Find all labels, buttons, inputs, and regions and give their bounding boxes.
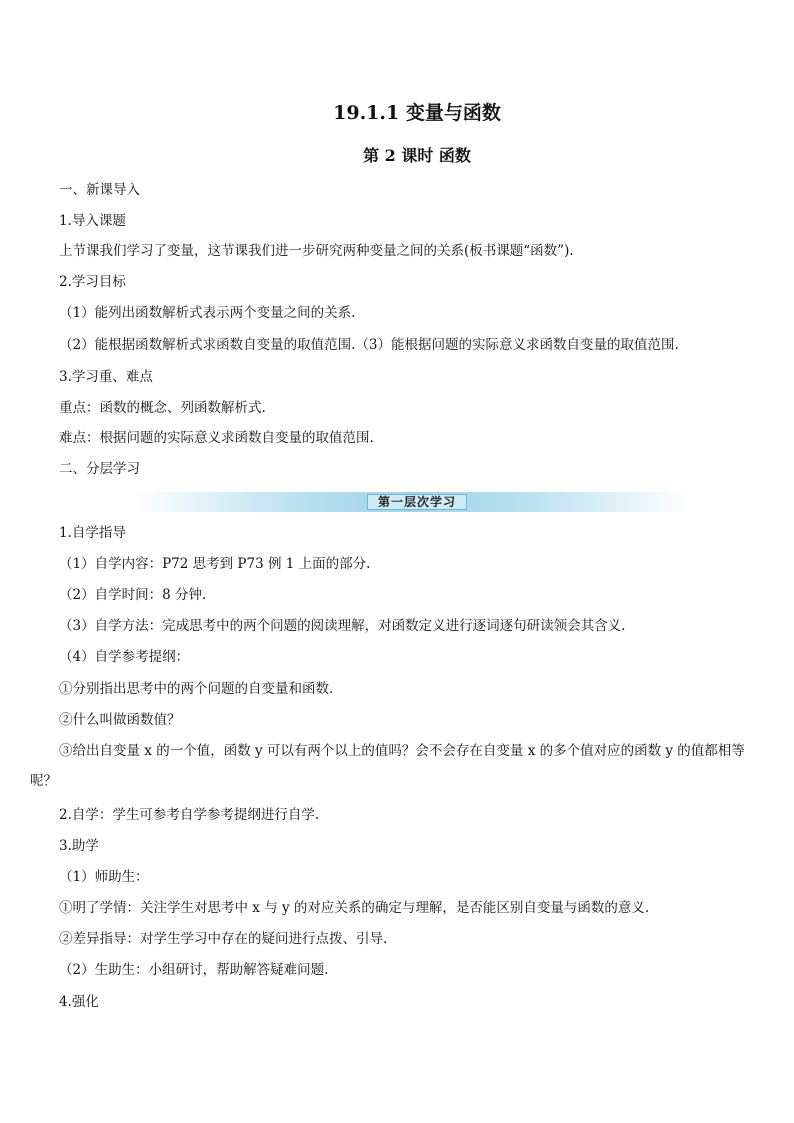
subsection-heading: 3.助学 — [59, 838, 99, 854]
section-heading: 二、分层学习 — [59, 461, 140, 477]
list-item: （2）生助生：小组研讨，帮助解答疑难问题. — [59, 962, 329, 978]
level-banner — [135, 492, 690, 512]
list-item: （3）自学方法：完成思考中的两个问题的阅读理解，对函数定义进行逐词逐句研读领会其含义. — [59, 618, 626, 634]
list-item: ①分别指出思考中的两个问题的自变量和函数. — [59, 681, 334, 697]
list-item: ②什么叫做函数值？ — [59, 712, 181, 728]
document-subtitle: 第 2 课时 函数 — [363, 146, 471, 165]
paragraph: 2.自学：学生可参考自学参考提纲进行自学. — [59, 807, 320, 823]
list-item-wrapped: ③给出自变量 x 的一个值，函数 y 可以有两个以上的值吗？会不会存在自变量 x 的多个值对应的函数 y 的值都相等呢？ — [30, 743, 745, 789]
paragraph: 上节课我们学习了变量，这节课我们进一步研究两种变量之间的关系(板书课题“函数”). — [59, 243, 574, 259]
paragraph: 重点：函数的概念、列函数解析式. — [59, 400, 266, 416]
document-title: 19.1.1 变量与函数 — [333, 102, 501, 124]
subsection-heading: 1.导入课题 — [59, 213, 126, 229]
list-item: （1）能列出函数解析式表示两个变量之间的关系. — [59, 305, 356, 321]
list-item: （2）自学时间：8 分钟. — [59, 587, 207, 603]
list-item: ①明了学情：关注学生对思考中 x 与 y 的对应关系的确定与理解，是否能区别自变量与函数的意义. — [59, 900, 650, 916]
subsection-heading: 3.学习重、难点 — [59, 369, 153, 385]
list-item: （4）自学参考提纲： — [59, 649, 190, 665]
list-item: ②差异指导：对学生学习中存在的疑问进行点拨、引导. — [59, 931, 388, 947]
list-item: （2）能根据函数解析式求函数自变量的取值范围.（3）能根据问题的实际意义求函数自变量的取值范围. — [59, 337, 679, 353]
subsection-heading: 2.学习目标 — [59, 274, 126, 290]
list-item: （1）师助生： — [59, 869, 149, 885]
paragraph: 难点：根据问题的实际意义求函数自变量的取值范围. — [59, 430, 374, 446]
list-item: （1）自学内容：P72 思考到 P73 例 1 上面的部分. — [59, 556, 371, 572]
subsection-heading: 1.自学指导 — [59, 525, 126, 541]
subsection-heading: 4.强化 — [59, 994, 99, 1010]
level-banner-label: 第一层次学习 — [367, 494, 467, 510]
section-heading: 一、新课导入 — [59, 182, 140, 198]
